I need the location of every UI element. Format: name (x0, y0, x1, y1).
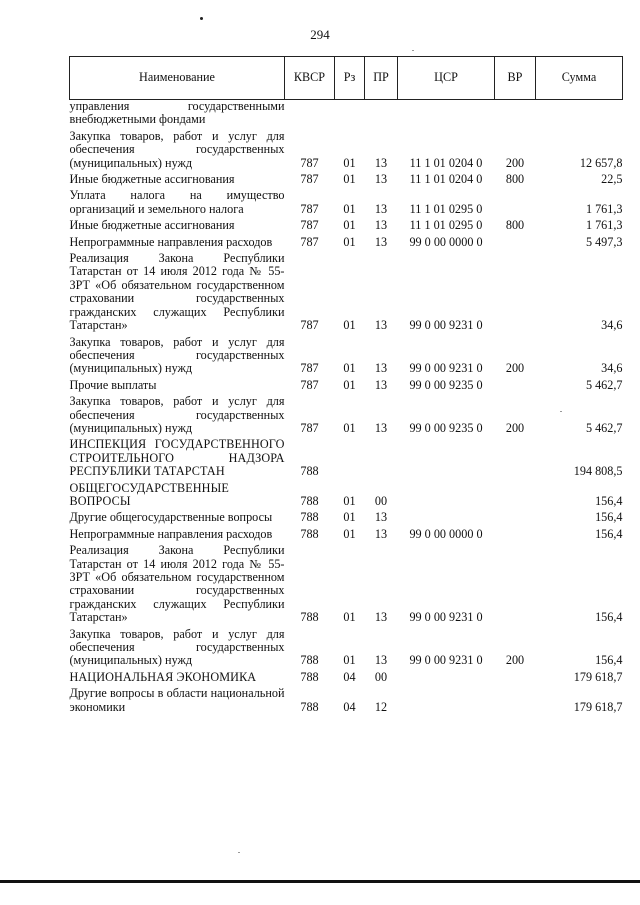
row-kvsr: 787 (300, 234, 319, 249)
row-csr (398, 435, 495, 478)
row-csr (398, 668, 495, 684)
row-sum: 156,4 (595, 526, 623, 541)
table-row (70, 376, 623, 392)
row-name: Уплата налога на имущество организаций и земельного налога (69, 188, 285, 216)
row-csr: 99 0 00 9231 0 (409, 361, 483, 376)
row-kvsr: 788 (300, 510, 319, 525)
header-name: Наименование (70, 57, 285, 100)
row-rz: 04 (343, 669, 356, 684)
row-sum (536, 100, 623, 127)
row-name: управления государственными внебюджетными фондами (69, 99, 285, 127)
scan-dot (200, 17, 203, 20)
row-vr (495, 479, 536, 509)
row-sum: 156,4 (595, 653, 623, 668)
row-sum: 156,4 (595, 610, 623, 625)
row-rz: 01 (343, 155, 356, 170)
row-pr: 13 (374, 234, 388, 249)
row-sum: 179 618,7 (573, 669, 623, 684)
row-name: Непрограммные направления расходов (69, 234, 273, 249)
row-pr: 13 (374, 318, 388, 333)
row-vr (495, 249, 536, 332)
row-rz: 01 (343, 201, 356, 216)
row-vr (495, 684, 536, 714)
row-rz: 01 (343, 653, 356, 668)
table-row (70, 508, 623, 524)
row-name: НАЦИОНАЛЬНАЯ ЭКОНОМИКА (69, 669, 257, 684)
header-vr: ВР (495, 57, 536, 100)
row-kvsr: 788 (300, 669, 319, 684)
table-row (70, 216, 623, 232)
table-row (70, 249, 623, 332)
row-vr: 800 (505, 172, 525, 187)
row-pr: 13 (374, 201, 388, 216)
row-rz: 01 (343, 172, 356, 187)
header-kvsr: КВСР (285, 57, 335, 100)
table-row (70, 186, 623, 216)
table-row (70, 100, 623, 127)
row-pr: 13 (374, 377, 388, 392)
row-kvsr: 788 (300, 526, 319, 541)
row-sum: 194 808,5 (573, 464, 623, 479)
row-vr (495, 376, 536, 392)
row-name: Иные бюджетные ассигнования (69, 218, 235, 233)
row-sum: 5 462,7 (585, 377, 623, 392)
table-row (70, 233, 623, 249)
row-vr (495, 100, 536, 127)
table-row (70, 625, 623, 668)
row-name: Закупка товаров, работ и услуг для обеспечения государственных (муниципальных) нужд (69, 394, 285, 435)
row-kvsr: 788 (300, 653, 319, 668)
row-vr: 200 (505, 420, 525, 435)
row-rz: 01 (343, 318, 356, 333)
row-kvsr: 787 (300, 420, 319, 435)
row-pr: 13 (374, 218, 388, 233)
row-name: Закупка товаров, работ и услуг для обеспечения государственных (муниципальных) нужд (69, 334, 285, 376)
row-name: ОБЩЕГОСУДАРСТВЕННЫЕ ВОПРОСЫ (69, 480, 229, 508)
row-name: Непрограммные направления расходов (69, 526, 273, 541)
row-vr (495, 508, 536, 524)
row-name: Другие вопросы в области национальной экономики (69, 686, 285, 714)
row-csr (398, 100, 495, 127)
row-name: Другие общегосударственные вопросы (69, 510, 273, 525)
row-pr: 13 (374, 610, 388, 625)
row-csr: 99 0 00 9235 0 (409, 420, 483, 435)
row-rz: 01 (343, 420, 356, 435)
row-csr: 99 0 00 9231 0 (409, 653, 483, 668)
row-kvsr (285, 100, 335, 127)
row-kvsr: 787 (300, 318, 319, 333)
header-rz: Рз (335, 57, 365, 100)
row-sum: 156,4 (595, 493, 623, 508)
row-csr: 11 1 01 0295 0 (409, 201, 483, 216)
header-pr: ПР (365, 57, 398, 100)
row-sum: 5 497,3 (585, 234, 623, 249)
row-rz: 01 (343, 493, 356, 508)
header-sum: Сумма (536, 57, 623, 100)
table-body (70, 100, 623, 715)
budget-table (69, 56, 623, 714)
row-pr: 13 (374, 172, 388, 187)
table-row (70, 479, 623, 509)
row-pr: 00 (374, 669, 388, 684)
row-rz: 01 (343, 526, 356, 541)
row-vr (495, 233, 536, 249)
row-csr: 99 0 00 9231 0 (409, 318, 483, 333)
row-sum: 34,6 (601, 318, 623, 333)
table-row (70, 127, 623, 170)
row-pr: 13 (374, 526, 388, 541)
row-kvsr: 788 (300, 464, 319, 479)
row-name: Реализация Закона Республики Татарстан от 14 июля 2012 года № 55-ЗРТ «Об обязательном государственном страховании государственных гражданских служащих Республики Татарстан» (69, 543, 285, 625)
table-row (70, 392, 623, 435)
table-header-row (70, 57, 623, 100)
row-rz: 01 (343, 377, 356, 392)
row-vr: 800 (505, 218, 525, 233)
row-csr (398, 479, 495, 509)
scan-speck (238, 852, 240, 853)
row-kvsr: 787 (300, 218, 319, 233)
row-sum: 179 618,7 (573, 699, 623, 714)
row-rz: 01 (343, 218, 356, 233)
row-pr: 12 (374, 699, 388, 714)
row-csr: 11 1 01 0204 0 (409, 172, 483, 187)
table-row (70, 333, 623, 376)
row-name: Закупка товаров, работ и услуг для обеспечения государственных (муниципальных) нужд (69, 128, 285, 170)
row-sum: 156,4 (595, 510, 623, 525)
row-csr: 99 0 00 0000 0 (409, 526, 483, 541)
row-rz: 01 (343, 610, 356, 625)
row-vr (495, 541, 536, 624)
row-sum: 34,6 (601, 361, 623, 376)
row-name: Прочие выплаты (69, 377, 157, 392)
row-rz: 01 (343, 510, 356, 525)
row-csr: 11 1 01 0295 0 (409, 218, 483, 233)
row-vr: 200 (505, 361, 525, 376)
row-csr: 11 1 01 0204 0 (409, 155, 483, 170)
row-kvsr: 787 (300, 377, 319, 392)
row-sum: 12 657,8 (579, 155, 623, 170)
row-pr (365, 435, 398, 478)
row-kvsr: 787 (300, 155, 319, 170)
row-vr (495, 186, 536, 216)
row-csr (398, 508, 495, 524)
row-rz (335, 100, 365, 127)
row-vr: 200 (505, 155, 525, 170)
row-pr: 00 (374, 493, 388, 508)
table-row (70, 684, 623, 714)
table-row (70, 668, 623, 684)
row-name: Реализация Закона Республики Татарстан от 14 июля 2012 года № 55-ЗРТ «Об обязательном государственном страховании государственных гражданских служащих Республики Татарстан» (69, 251, 285, 333)
table-row (70, 525, 623, 541)
row-sum: 1 761,3 (585, 201, 623, 216)
row-vr (495, 435, 536, 478)
row-kvsr: 788 (300, 610, 319, 625)
row-vr (495, 668, 536, 684)
row-vr (495, 525, 536, 541)
row-rz: 01 (343, 234, 356, 249)
row-csr: 99 0 00 9235 0 (409, 377, 483, 392)
table-row (70, 541, 623, 624)
row-kvsr: 787 (300, 201, 319, 216)
row-rz (335, 435, 365, 478)
row-name: Закупка товаров, работ и услуг для обеспечения государственных (муниципальных) нужд (69, 626, 285, 668)
row-kvsr: 787 (300, 172, 319, 187)
row-rz: 04 (343, 699, 356, 714)
row-csr: 99 0 00 0000 0 (409, 234, 483, 249)
row-sum: 5 462,7 (585, 420, 623, 435)
row-kvsr: 788 (300, 493, 319, 508)
row-name: Иные бюджетные ассигнования (69, 172, 235, 187)
page-number: 294 (310, 27, 330, 42)
header-csr: ЦСР (398, 57, 495, 100)
row-sum: 22,5 (601, 172, 623, 187)
row-pr (365, 100, 398, 127)
row-rz: 01 (343, 361, 356, 376)
scan-bottom-edge (0, 880, 640, 883)
row-pr: 13 (374, 155, 388, 170)
table-row (70, 435, 623, 478)
table-row (70, 170, 623, 186)
row-kvsr: 787 (300, 361, 319, 376)
row-sum: 1 761,3 (585, 218, 623, 233)
row-pr: 13 (374, 361, 388, 376)
row-pr: 13 (374, 510, 388, 525)
row-pr: 13 (374, 420, 388, 435)
row-csr (398, 684, 495, 714)
row-vr: 200 (505, 653, 525, 668)
row-csr: 99 0 00 9231 0 (409, 610, 483, 625)
row-pr: 13 (374, 653, 388, 668)
row-kvsr: 788 (300, 699, 319, 714)
row-name: ИНСПЕКЦИЯ ГОСУДАРСТВЕННОГО СТРОИТЕЛЬНОГО НАДЗОРА РЕСПУБЛИКИ ТАТАРСТАН (69, 437, 285, 479)
scan-speck (412, 50, 414, 51)
